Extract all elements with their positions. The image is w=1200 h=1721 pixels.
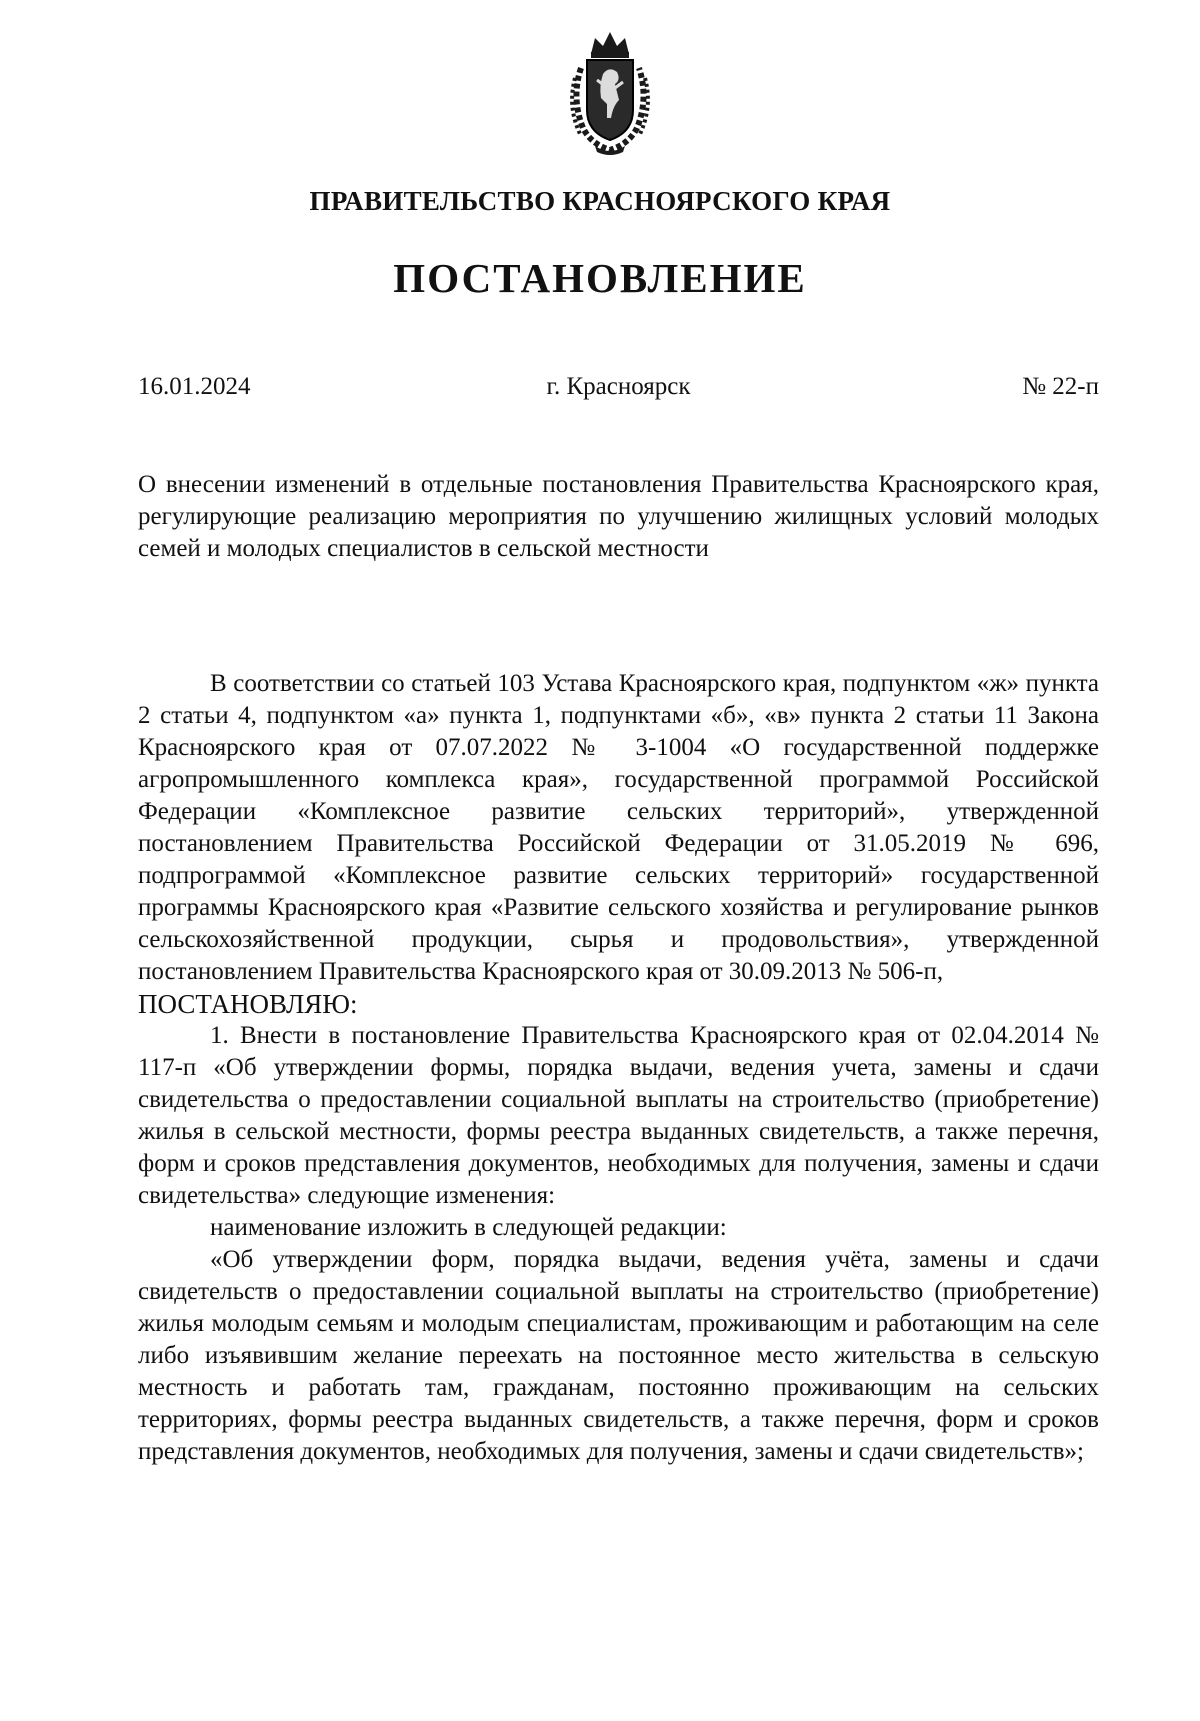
document-number: № 22-п	[1022, 373, 1099, 400]
coat-of-arms-icon	[561, 28, 659, 158]
body-paragraph-new-title: «Об утверждении форм, порядка выдачи, ведения учёта, замены и сдачи свидетельств о предоставлении социальной выплаты на строительство (приобретение) жилья молодым семьям и молодым специалистам, проживающим и работающим на селе либо изъявившим желание переехать на постоянное место жительства в сельскую местность и работать там, гражданам, постоянно проживающим на сельских территориях, формы реестра выданных свидетельств, а также перечня, форм и сроков представления документов, необходимых для получения, замены и сдачи свидетельств»;	[138, 1246, 1099, 1465]
document-type-title: ПОСТАНОВЛЕНИЕ	[393, 255, 807, 301]
document-city: г. Красноярск	[546, 373, 691, 400]
body-paragraph-title-change: наименование изложить в следующей редакции:	[210, 1214, 727, 1241]
body-paragraph-resolve: ПОСТАНОВЛЯЮ:	[138, 989, 358, 1019]
document-subject: О внесении изменений в отдельные постановления Правительства Красноярского края, регулирующие реализацию мероприятия по улучшению жилищных условий молодых семей и молодых специалистов в сельской местности	[138, 471, 1099, 562]
body-paragraph-item-1: 1. Внести в постановление Правительства Красноярского края от 02.04.2014 № 117-п «Об утверждении формы, порядка выдачи, ведения учета, замены и сдачи свидетельства о предоставлении социальной выплаты на строительство (приобретение) жилья в сельской местности, формы реестра выданных свидетельств, а также перечня, форм и сроков представления документов, необходимых для получения, замены и сдачи свидетельства» следующие изменения:	[138, 1022, 1099, 1209]
body-paragraph-legal-basis: В соответствии со статьей 103 Устава Красноярского края, подпунктом «ж» пункта 2 статьи 4, подпунктом «а» пункта 1, подпунктами «б», «в» пункта 2 статьи 11 Закона Красноярского края от 07.07.2022 № 3-1004 «О государственной поддержке агропромышленного комплекса края», государственной программой Российской Федерации «Комплексное развитие сельских территорий», утвержденной постановлением Правительства Российской Федерации от 31.05.2019 № 696, подпрограммой «Комплексное развитие сельских территорий» государственной программы Красноярского края «Развитие сельского хозяйства и регулирование рынков сельскохозяйственной продукции, сырья и продовольствия», утвержденной постановлением Правительства Красноярского края от 30.09.2013 № 506-п,	[138, 670, 1099, 985]
organization-title: ПРАВИТЕЛЬСТВО КРАСНОЯРСКОГО КРАЯ	[309, 186, 891, 216]
document-date: 16.01.2024	[138, 373, 251, 400]
document-body	[138, 668, 1099, 1468]
document-meta-row	[138, 373, 1099, 407]
